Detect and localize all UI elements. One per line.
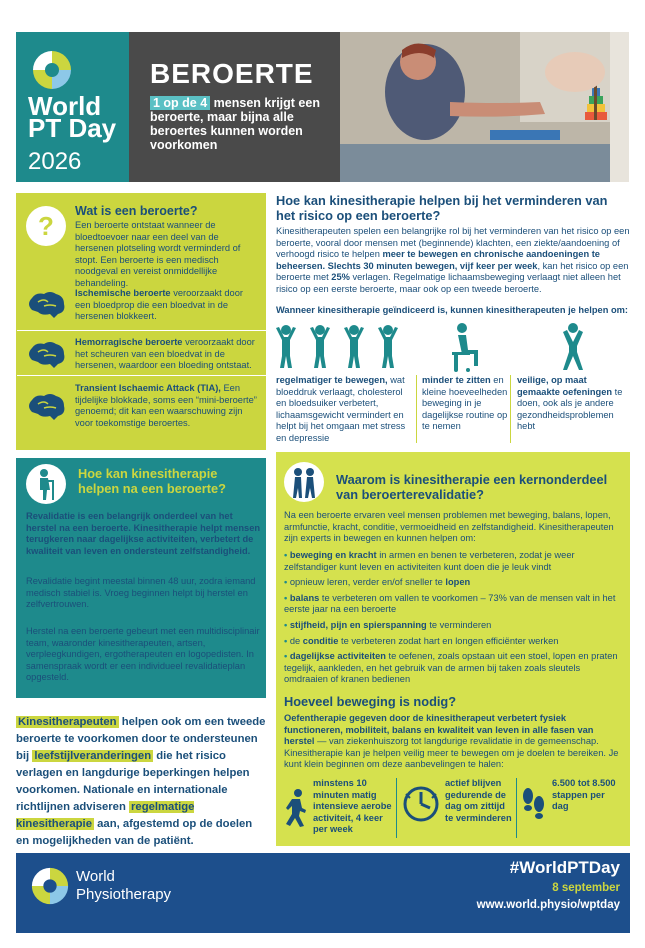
why-bullet: • balans te verbeteren om vallen te voorkomen – 73% van de mensen valt in het eerste jaar na een beroerte (284, 592, 616, 615)
help-col-label: veilige, op maat gemaakte oefeningen (517, 375, 613, 397)
after-stroke-p1: Revalidatie is een belangrijk onderdeel van het herstel na een beroerte. Kinesitherapie helpt mensen terugkeren naar dagelijkse activiteiten, verbetert de kwaliteit van leven en ondersteunt zelfstandigheid. (26, 511, 261, 556)
footer-url-link[interactable]: www.world.physio/wptday (476, 899, 620, 911)
how-much-bold: Oefentherapie gegeven door de kinesitherapeut verbetert fysiek functioneren, mobiliteit, balans en kwaliteit van leven in alle fasen van herstel (284, 713, 594, 747)
assisted-walking-icon (284, 462, 324, 502)
help-col-exercise (517, 375, 629, 433)
footer-brand (76, 868, 171, 904)
why-bullet-list (284, 550, 622, 686)
how-much-title: Hoeveel beweging is nodig? (284, 694, 457, 709)
after-stroke-title: Hoe kan kinesitherapie helpen na een beroerte? (78, 466, 226, 496)
how-much-text: — van ziekenhuiszorg tot langdurige revalidatie in de gemeenschap. Kinesitherapie kan je helpen veilig meer te bewegen om je doelen te bereiken. Je kunt klein beginnen om deze aanbevelingen te halen: (284, 736, 619, 770)
bullet-text: te verbeteren zodat hart en longen efficiënter werken (338, 635, 559, 646)
bullet-bold: conditie (302, 635, 339, 646)
help-col-text: te doen, ook als je andere gezondheidsproblemen hebt (517, 386, 623, 432)
reduce-risk-paragraph (276, 226, 630, 296)
highlight-regular-therapy: regelmatige kinesitherapie (16, 801, 195, 830)
bullet-bold: dagelijkse activiteiten (289, 651, 386, 662)
footer-brand-line-1: World (76, 868, 115, 885)
why-bullet: • dagelijkse activiteiten te oefenen, zoals opstaan uit een stoel, lopen en praten tegelijk, aankleden, en het gebruik van de armen bij taken zoals sleutels omdraaien of kranen bedienen (284, 651, 618, 685)
brand-year: 2026 (28, 148, 82, 175)
clock-icon (402, 784, 440, 824)
why-bullet: • de conditie te verbeteren zodat hart en longen efficiënter werken (284, 635, 559, 646)
after-stroke-p3: Herstel na een beroerte gebeurt met een multidisciplinair team, waaronder kinesitherapeuten, artsen, verpleegkundigen, ergotherapeuten en logopedisten. In samenspraak wordt er een individueel revalidatieplan opgesteld. (26, 626, 260, 683)
how-much-paragraph (284, 713, 624, 771)
running-person-icon (284, 788, 308, 828)
prevention-text: aan, afgestemd op de doelen en mogelijkheden van de patiënt. (16, 818, 253, 847)
highlight-physiotherapists: Kinesitherapeuten (18, 716, 117, 728)
prevention-statement (16, 714, 268, 850)
footer-hashtag: #WorldPTDay (509, 858, 620, 877)
divider (510, 375, 511, 443)
bullet-text: te verbeteren om vallen te voorkomen – 73% van de mensen valt in het eerste jaar na een beroerte (284, 592, 616, 615)
stat-highlight: 1 op de 4 (150, 96, 210, 110)
reduce-text-b: meer te bewegen en chronische aandoeningen te beheersen. Slechts 30 minuten bewegen, vijf keer per week (276, 249, 600, 271)
brand-line-1: World (28, 91, 102, 121)
stroke-type-text: Een tijdelijke blokkade, soms een “mini-beroerte” genoemd; dit kan een waarschuwing zijn voor toekomstige beroertes. (75, 383, 257, 428)
help-col-label: regelmatiger te bewegen, (276, 375, 388, 385)
stretching-person-icon (555, 322, 591, 372)
prevention-text: helpen ook om een tweede beroerte te voorkomen door te ondersteunen bij (16, 716, 266, 762)
world-physiotherapy-logo-icon (30, 866, 70, 906)
header-photo (340, 32, 629, 182)
footer-date: 8 september (552, 882, 620, 894)
help-col-sit-less (422, 375, 508, 433)
recommendation-aerobic: minstens 10 minuten matig intensieve aerobe activiteit, 4 keer per week (313, 778, 392, 835)
stroke-type-ischemic (75, 288, 257, 323)
why-intro: Na een beroerte ervaren veel mensen problemen met beweging, balans, lopen, armfunctie, kracht, conditie, vermoeidheid en zelfstandigheid. Kinesitherapeuten zijn experts in bewegen en kunnen helpen om: (284, 510, 614, 544)
why-bullet: • opnieuw leren, verder en/of sneller te lopen (284, 577, 471, 588)
stroke-type-label: Ischemische beroerte (75, 288, 171, 298)
recommendation-steps: 6.500 tot 8.500 stappen per dag (552, 778, 616, 812)
reduce-text-d: 25% (331, 272, 350, 283)
page-title: BEROERTE (150, 58, 314, 89)
what-is-stroke-intro: Een beroerte ontstaat wanneer de bloedtoevoer naar een deel van de hersenen plotseling wordt verminderd of stopt. Een beroerte is een medisch noodgeval en vereist onmiddellijke behandeling. (75, 220, 241, 288)
header-statistic (150, 96, 330, 152)
brand-title (28, 91, 128, 143)
prevention-text: die het risico verlagen en langdurige beperkingen helpen voorkomen. Nationale en internationale richtlijnen adviseren (16, 750, 250, 813)
why-bullet: • stijfheid, pijn en spierspanning te verminderen (284, 619, 492, 630)
brain-icon (24, 340, 68, 370)
highlight-lifestyle: leefstijlveranderingen (34, 750, 152, 762)
bullet-bold: stijfheid, pijn en spierspanning (289, 619, 427, 630)
footer-brand-line-2: Physiotherapy (76, 886, 172, 903)
brain-icon (24, 392, 68, 422)
bullet-text: te verminderen (426, 619, 492, 630)
help-col-text: wat bloeddruk verlaagt, cholesterol en bloedsuiker verbetert, lichaamsgewicht vermindert en helpt bij het omgaan met stress en depressie (276, 375, 406, 443)
rehab-photo-illustration (340, 32, 629, 182)
brain-icon (24, 290, 68, 320)
help-col-label: minder te zitten (422, 375, 491, 385)
why-title: Waarom is kinesitherapie een kernonderdeel van beroerterevalidatie? (336, 472, 608, 502)
stroke-type-text: veroorzaakt door een bloedprop die een bloedvat in de hersenen blokkeert. (75, 288, 243, 322)
after-stroke-p2: Revalidatie begint meestal binnen 48 uur, zodra iemand medisch stabiel is. Vroeg beginnen helpt bij herstel en zelfvertrouwen. (26, 576, 256, 610)
help-col-text: en kleine hoeveelheden beweging in je dagelijkse routine op te nemen (422, 375, 508, 432)
question-icon (26, 206, 66, 246)
reduce-risk-title: Hoe kan kinesitherapie helpen bij het verminderen van het risico op een beroerte? (276, 193, 608, 223)
what-is-stroke-title: Wat is een beroerte? (75, 204, 198, 218)
bullet-text: te oefenen, zoals opstaan uit een stoel, lopen en praten tegelijk, aankleden, en het gebruik van de armen bij taken zoals sleutels omdraaien of kranen bedienen (284, 651, 618, 685)
bullet-bold: lopen (445, 577, 471, 588)
bullet-bold: balans (289, 592, 320, 603)
stroke-type-label: Hemorragische beroerte (75, 337, 183, 347)
walker-person-icon (26, 464, 66, 504)
bullet-bold: beweging en kracht (289, 550, 377, 560)
stat-text: mensen krijgt een beroerte, maar bijna alle beroertes kunnen worden voorkomen (150, 96, 320, 152)
reduce-text-e: verlagen. Regelmatige lichaamsbeweging verlaagt niet alleen het risico op een eerste beroerte, maar ook op een tweede beroerte. (276, 272, 621, 294)
divider (396, 778, 397, 838)
stroke-type-text: veroorzaakt door het scheuren van een bloedvat in de hersenen, waardoor een bloeding ontstaat. (75, 337, 255, 371)
reduce-text-c: , kan het risico op een beroerte met (276, 260, 629, 283)
bullet-text: in armen en benen te verbeteren, zodat je weer zelfstandiger kunt leven en activiteiten kunt doen die je leuk vindt (284, 550, 575, 572)
stroke-type-tia (75, 383, 257, 429)
bullet-text: opnieuw leren, verder en/of sneller te (289, 577, 446, 588)
brand-line-2: PT Day (28, 113, 117, 143)
stroke-type-hemorrhagic (75, 337, 257, 372)
svg-text:?: ? (38, 211, 54, 241)
help-col-move (276, 375, 414, 445)
recommendation-active: actief blijven gedurende de dag om zittijd te verminderen (445, 778, 512, 823)
divider (416, 375, 417, 443)
sitting-person-icon (448, 322, 484, 372)
reduce-text-a: Kinesitherapeuten spelen een belangrijke rol bij het verminderen van het risico op een beroerte, vooral door mensen met (beginnende) klachten, een ziekte/aandoening of verhoogd risico te helpen (276, 226, 630, 260)
why-bullet: • beweging en kracht in armen en benen te verbeteren, zodat je weer zelfstandiger kunt leven en activiteiten kunt doen die je leuk vindt (284, 550, 575, 572)
world-pt-day-logo-icon (31, 49, 73, 91)
exercising-people-icon (272, 322, 412, 370)
divider (17, 375, 266, 376)
divider (17, 330, 266, 331)
footsteps-icon (520, 784, 546, 824)
divider (516, 778, 517, 838)
bullet-text: de (289, 635, 303, 646)
stroke-type-label: Transient Ischaemic Attack (TIA), (75, 383, 221, 393)
reduce-risk-subhead: Wanneer kinesitherapie geïndiceerd is, kunnen kinesitherapeuten je helpen om: (276, 305, 628, 315)
